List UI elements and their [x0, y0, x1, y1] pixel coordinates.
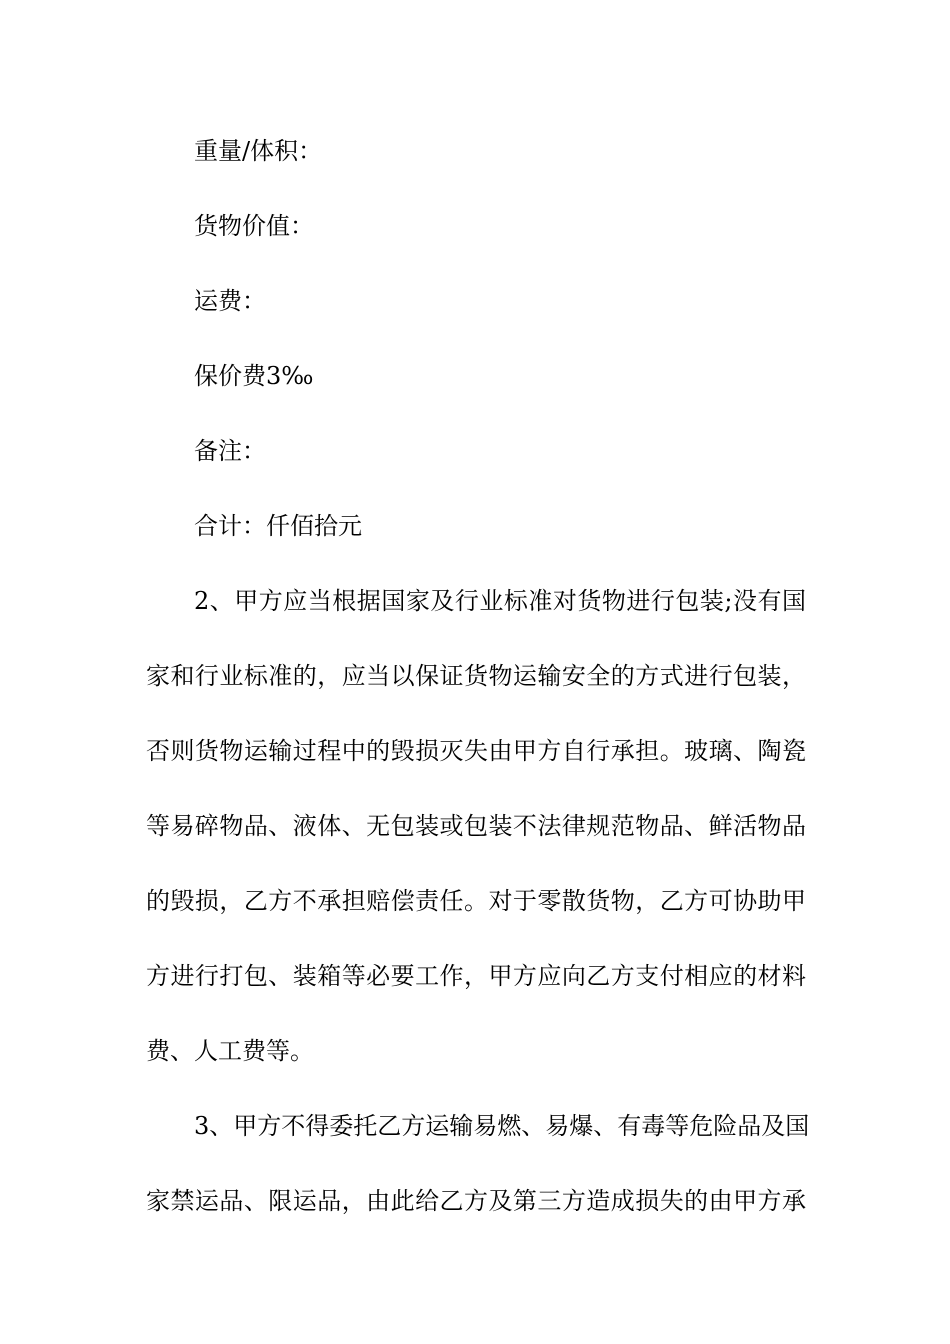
- clause3-line1: 3、甲方不得委托乙方运输易燃、易爆、有毒等危险品及国: [194, 1112, 810, 1140]
- clause2-line5: 的毁损，乙方不承担赔偿责任。对于零散货物，乙方可协助甲: [146, 887, 806, 915]
- clause3-line2: 家禁运品、限运品，由此给乙方及第三方造成损失的由甲方承: [146, 1187, 806, 1215]
- clause2-line7: 费、人工费等。: [146, 1037, 314, 1065]
- clause2-line3: 否则货物运输过程中的毁损灭失由甲方自行承担。玻璃、陶瓷: [146, 737, 806, 765]
- clause2-line4: 等易碎物品、液体、无包装或包装不法律规范物品、鲜活物品: [146, 812, 806, 840]
- clause2-line1: 2、甲方应当根据国家及行业标准对货物进行包装;没有国: [194, 587, 806, 615]
- field-freight: 运费：: [194, 287, 266, 315]
- clause2-line2: 家和行业标准的，应当以保证货物运输安全的方式进行包装，: [146, 662, 806, 690]
- field-remarks: 备注：: [194, 437, 266, 465]
- field-insurance-fee: 保价费3‰: [194, 362, 314, 390]
- clause2-line6: 方进行打包、装箱等必要工作，甲方应向乙方支付相应的材料: [146, 962, 806, 990]
- field-cargo-value: 货物价值：: [194, 212, 314, 240]
- field-weight-volume: 重量/体积：: [194, 137, 323, 165]
- field-total: 合计：仟佰拾元: [194, 512, 362, 540]
